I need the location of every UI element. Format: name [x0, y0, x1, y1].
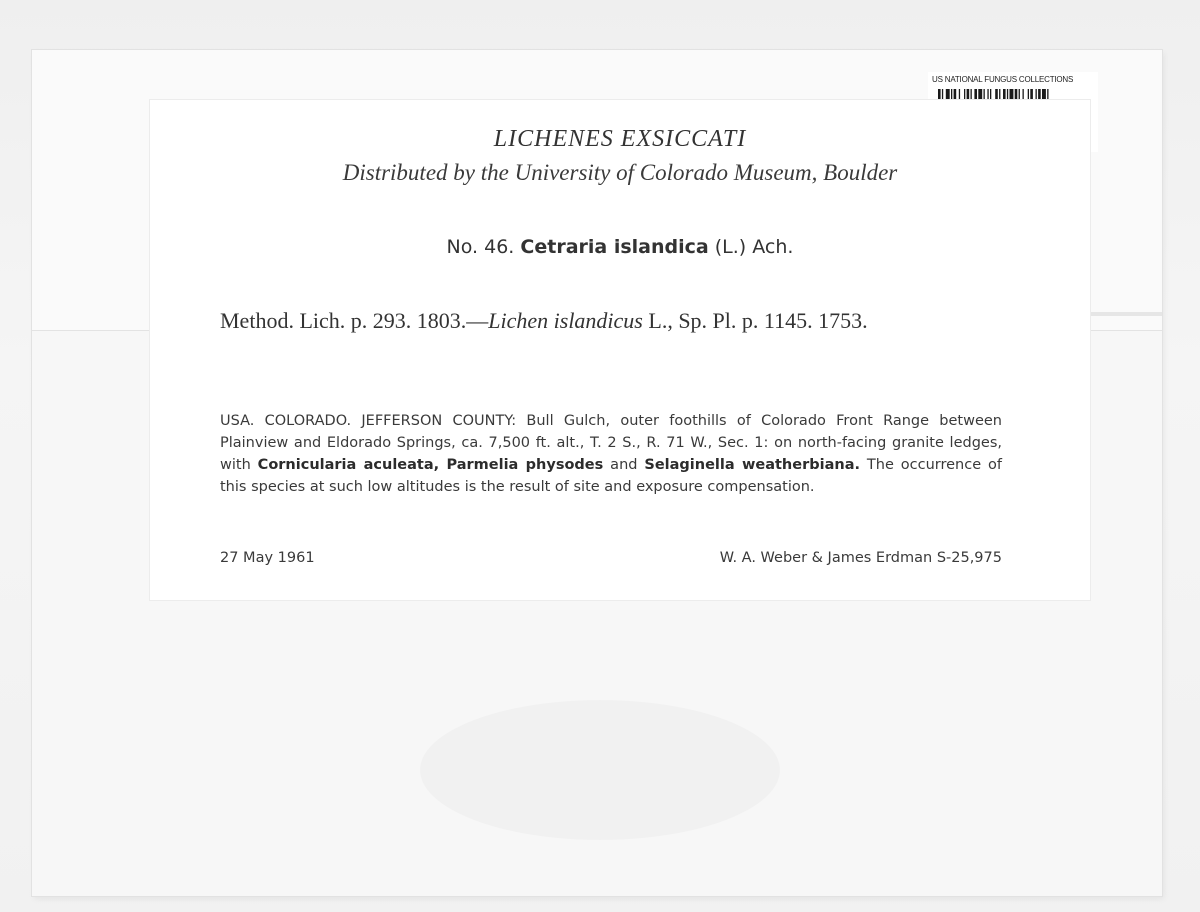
- taxon-name: Cetraria islandica: [520, 236, 709, 258]
- locality-note: The occurrence of this species at such low altitudes is the result of site and exposure compensation.: [220, 457, 1003, 495]
- paper-smudge: [420, 700, 780, 840]
- associated-species-1: Cornicularia aculeata, Parmelia physodes: [257, 457, 604, 473]
- barcode-collection-name: US NATIONAL FUNGUS COLLECTIONS: [932, 75, 1074, 84]
- nomenclatural-citation: [220, 308, 1002, 334]
- exsiccata-label: [150, 100, 1090, 600]
- label-subtitle: Distributed by the University of Colorado Museum, Boulder: [342, 160, 898, 185]
- collection-date: 27 May 1961: [220, 550, 315, 566]
- packet-flap-edge: [1090, 312, 1162, 316]
- locality-conjunction: and: [603, 457, 645, 473]
- label-title: LICHENES EXSICCATI: [493, 126, 747, 152]
- locality-text: USA. COLORADO. JEFFERSON COUNTY: Bull Gulch, outer foothills of Colorado Front Range between Plainview and Eldorado Springs, ca. 7,500 ft. alt., T. 2 S., R. 71 W., Sec. 1: on north-facing granite ledges, with: [220, 413, 1002, 473]
- exsiccata-number: No. 46.: [446, 236, 515, 258]
- basionym-name: Lichen islandicus: [488, 308, 643, 333]
- taxon-line: [150, 236, 1090, 258]
- citation-text-end: L., Sp. Pl. p. 1145. 1753.: [642, 308, 868, 333]
- locality-description: [220, 410, 1002, 498]
- associated-species-2: Selaginella weatherbiana.: [644, 457, 860, 473]
- taxon-authority: (L.) Ach.: [714, 236, 794, 258]
- collectors-and-number: W. A. Weber & James Erdman S-25,975: [719, 550, 1002, 566]
- citation-text: Method. Lich. p. 293. 1803.—: [220, 308, 489, 333]
